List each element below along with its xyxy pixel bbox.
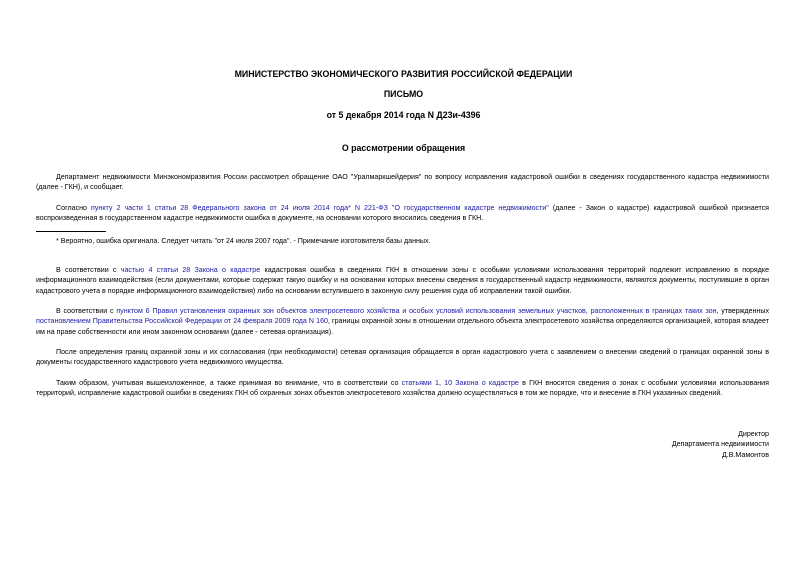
- paragraph-2: [36, 203, 769, 224]
- signature-block: [672, 429, 769, 460]
- paragraph-6-pre: Таким образом, учитывая вышеизложенное, а также принимая во внимание, что в соответствии со: [56, 379, 402, 387]
- paragraph-4-pre: В соответствии с: [56, 307, 117, 315]
- paragraph-4-post: , границы охранной зоны в отношении отдельного объекта электросетевого хозяйства определяются организацией, которая владеет им на праве собственности или ином законном основании (далее - сетевая организация).: [36, 317, 769, 336]
- paragraph-6-post: в ГКН вносятся сведения о зонах с особыми условиями использования территорий, исправление кадастровой ошибки в сведениях ГКН об охранных зонах объектов электросетевого хозяйства должно осуществляться в том же порядке, что и внесение в ГКН указанных сведений.: [36, 379, 769, 398]
- article-10-link[interactable]: 10 Закона о кадастре: [444, 379, 519, 387]
- paragraph-1: [36, 172, 769, 193]
- document-subject: О рассмотрении обращения: [341, 143, 466, 153]
- ministry-title: МИНИСТЕРСТВО ЭКОНОМИЧЕСКОГО РАЗВИТИЯ РОССИЙСКОЙ ФЕДЕРАЦИИ: [234, 69, 573, 79]
- paragraph-2-post: (далее - Закон о кадастре) кадастровой ошибкой признается воспроизведенная в государственном кадастре недвижимости ошибка в документе, на основании которого вносились сведения в ГКН.: [36, 204, 770, 223]
- paragraph-6-comma: ,: [438, 379, 445, 387]
- signature-name: Д.В.Мамонтов: [721, 450, 769, 459]
- paragraph-4: [36, 306, 769, 337]
- paragraph-3-pre: В соответствии с: [56, 266, 121, 274]
- footnote: * Вероятно, ошибка оригинала. Следует читать "от 24 июля 2007 года". - Примечание изготовителя базы данных.: [56, 237, 431, 245]
- government-resolution-160-link[interactable]: постановлением Правительства Российской Федерации от 24 февраля 2009 года N 160: [36, 317, 328, 326]
- footnote-separator: [36, 231, 106, 232]
- article-28-part-4-link[interactable]: частью 4 статьи 28 Закона о кадастре: [120, 266, 261, 274]
- paragraph-2-pre: Согласно: [56, 204, 92, 212]
- law-221fz-link[interactable]: пункту 2 части 1 статьи 28 Федерального закона от 24 июля 2014 года* N 221-ФЗ "О государственном кадастре недвижимости": [91, 204, 549, 212]
- paragraph-6: [36, 378, 769, 399]
- document-date-number: от 5 декабря 2014 года N Д23и-4396: [326, 110, 481, 120]
- signature-department: Департамента недвижимости: [671, 440, 769, 449]
- paragraph-1-text: Департамент недвижимости Минэкономразвития России рассмотрел обращение ОАО "Уралмаркшейдерия" по вопросу исправления кадастровой ошибки в сведениях государственного кадастра недвижимости (далее - ГКН), и сообщает.: [36, 173, 769, 192]
- paragraph-3: [36, 265, 769, 296]
- document-type: ПИСЬМО: [383, 89, 424, 99]
- paragraph-5-text: После определения границ охранной зоны и их согласования (при необходимости) сетевая организация обращается в орган кадастрового учета с заявлением о внесении сведений о границах охранной зоны в документы государственного кадастрового учета недвижимого имущества.: [36, 348, 769, 367]
- paragraph-4-mid: , утвержденных: [716, 307, 769, 315]
- rules-point-6-link[interactable]: пунктом 6 Правил установления охранных зон объектов электросетевого хозяйства и особых условий использования земельных участков, расположенных в границах таких зон: [116, 307, 717, 315]
- paragraph-5: [36, 347, 769, 368]
- signature-position: Директор: [738, 430, 769, 438]
- paragraph-3-post: кадастровая ошибка в сведениях ГКН в отношении зоны с особыми условиями использования территорий подлежит исправлению в порядке информационного взаимодействия (если документами, которые содержат такую ошибку и на основании которых внесены сведения в государственный кадастр недвижимости, являются документы, поступившие в орган кадастрового учета в порядке информационного взаимодействия) либо на основании вступившего в законную силу решения суда об исправлении такой ошибки.: [36, 266, 770, 295]
- article-1-link[interactable]: статьями 1: [401, 379, 439, 387]
